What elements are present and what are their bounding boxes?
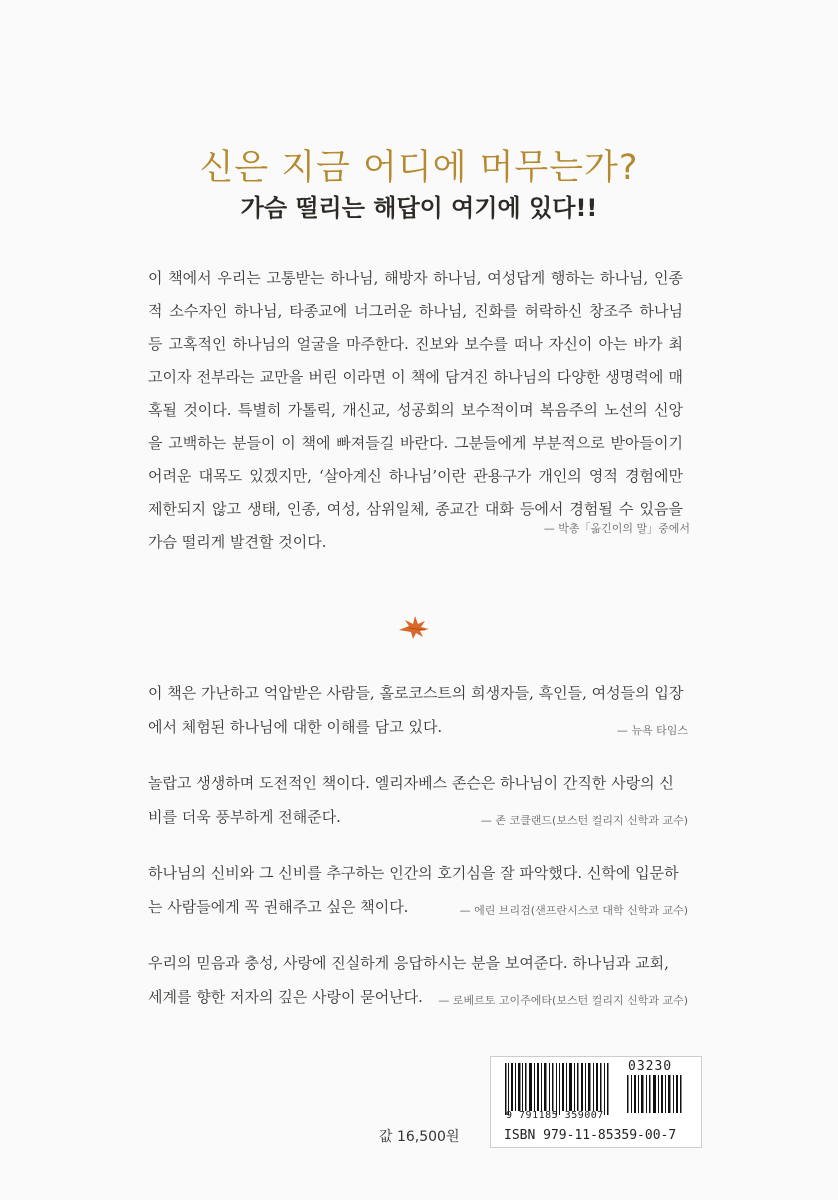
isbn-label: ISBN 979-11-85359-00-7 [504,1128,677,1143]
review-cockland [148,766,688,838]
review-citation: — 로베르토 고이주에타(보스턴 컬리지 신학과 교수) [438,994,688,1007]
review-text: 우리의 믿음과 충성, 사랑에 진실하게 응답하시는 분을 보여준다. 하나님과 교회, 세계를 향한 저자의 깊은 사랑이 묻어난다. [148,954,669,1006]
subtitle: 가슴 떨리는 해답이 여기에 있다!! [240,194,598,222]
barcode-addon-number: 03230 [628,1059,673,1074]
review-citation: — 에린 브리검(샌프란시스코 대학 신학과 교수) [459,904,688,917]
review-new-york-times [148,676,688,748]
review-citation: — 뉴욕 타임스 [616,724,688,737]
review-brigham [148,856,688,928]
review-text: 이 책은 가난하고 억압받은 사람들, 홀로코스트의 희생자들, 흑인들, 여성들의 입장에서 체험된 하나님에 대한 이해를 담고 있다. [148,684,684,736]
review-text: 놀랍고 생생하며 도전적인 책이다. 엘리자베스 존슨은 하나님이 간직한 사랑의 신비를 더욱 풍부하게 전해준다. [148,774,674,826]
review-goizueta [148,946,688,1018]
intro-citation: — 박총「옮긴이의 말」중에서 [543,522,690,535]
leaf-ornament-icon [395,612,435,642]
barcode-digits: 9 791185 359007 [506,1110,604,1121]
intro-paragraph: 이 책에서 우리는 고통받는 하나님, 해방자 하나님, 여성답게 행하는 하나님, 인종적 소수자인 하나님, 타종교에 너그러운 하나님, 진화를 허락하신 창조주 하나님 등 고혹적인 하나님의 얼굴을 마주한다. 진보와 보수를 떠나 자신이 아는 바가 최고이자 전부라는 교만을 버린 이라면 이 책에 담겨진 하나님의 다양한 생명력에 매혹될 것이다. 특별히 가톨릭, 개신교, 성공회의 보수적이며 복음주의 노선의 신앙을 고백하는 분들이 이 책에 빠져들길 바란다. 그분들에게 부분적으로 받아들이기 어려운 대목도 있겠지만, ‘살아계신 하나님’이란 관용구가 개인의 영적 경험에만 제한되지 않고 생태, 인종, 여성, 삼위일체, 종교간 대화 등에서 경험될 수 있음을 가슴 떨리게 발견할 것이다. [148,269,683,551]
review-citation: — 존 코클랜드(보스턴 컬리지 신학과 교수) [480,814,688,827]
review-text: 하나님의 신비와 그 신비를 추구하는 인간의 호기심을 잘 파악했다. 신학에 입문하는 사람들에게 꼭 권해주고 싶은 책이다. [148,864,679,916]
price-label: 값 16,500원 [379,1129,460,1145]
main-title: 신은 지금 어디에 머무는가? [199,148,639,188]
